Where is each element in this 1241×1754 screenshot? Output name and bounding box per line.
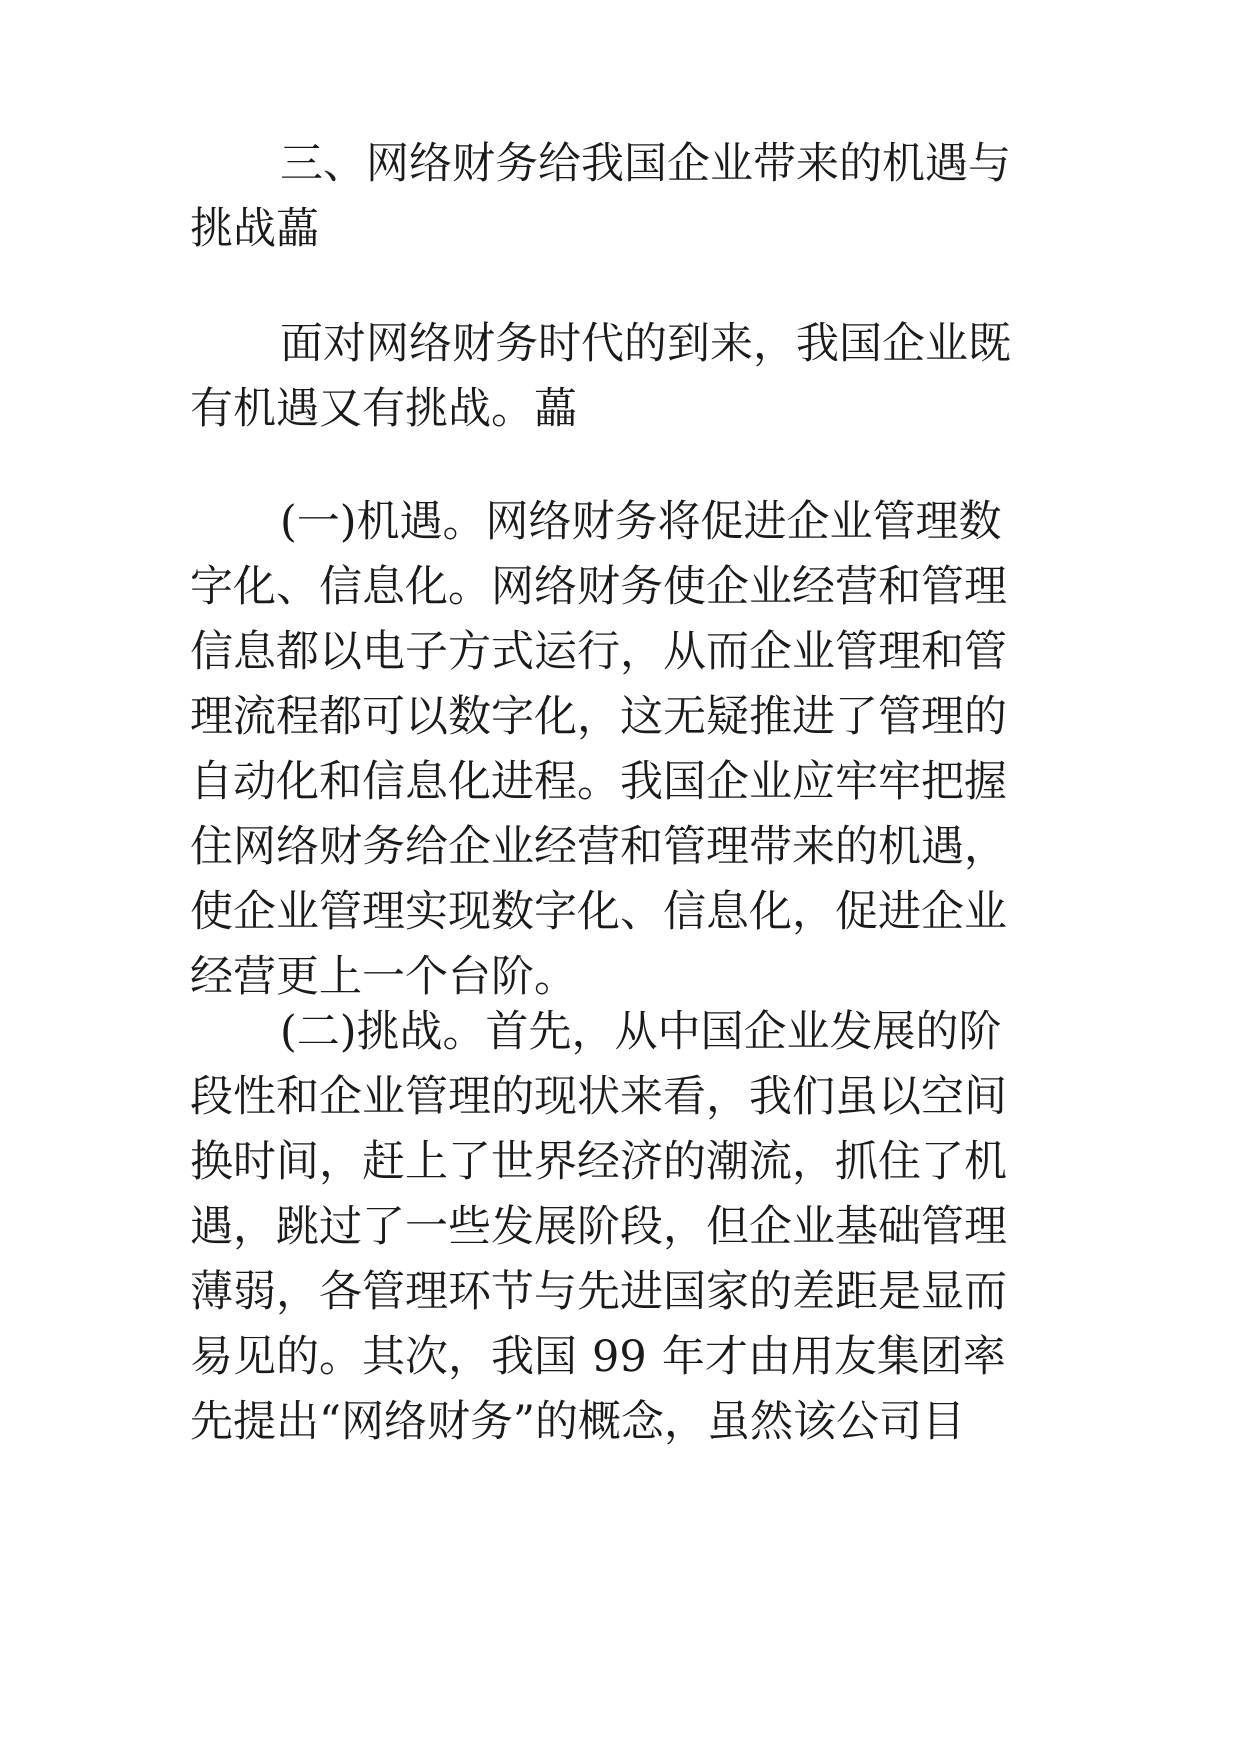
paragraph-line: 理流程都可以数字化，这无疑推进了管理的 (190, 692, 1007, 742)
challenge-paragraph (190, 1000, 1050, 1455)
paragraph-line: 住网络财务给企业经营和管理带来的机遇， (190, 822, 1007, 872)
paragraph-line: 段性和企业管理的现状来看，我们虽以空间 (190, 1072, 1007, 1122)
paragraph-line: 信息都以电子方式运行，从而企业管理和管 (190, 627, 1007, 677)
paragraph-line: (二)挑战。首先，从中国企业发展的阶 (280, 1007, 1002, 1057)
heading-line: 三、网络财务给我国企业带来的机遇与 (280, 139, 1011, 189)
paragraph-line: 使企业管理实现数字化、信息化，促进企业 (190, 887, 1007, 937)
intro-paragraph (190, 312, 1050, 442)
year-number: 99 (592, 1332, 647, 1382)
heading-line: 挑战藟 (190, 204, 319, 254)
line-text: 年 (661, 1332, 705, 1382)
paragraph-line: 先提出“网络财务”的概念，虽然该公司目 (190, 1397, 965, 1447)
paragraph-line: 自动化和信息化进程。我国企业应牢牢把握 (190, 757, 1007, 807)
paragraph-line: 遇，跳过了一些发展阶段，但企业基础管理 (190, 1202, 1007, 1252)
paragraph-line (190, 1325, 1050, 1390)
paragraph-line: 经营更上一个台阶。 (190, 952, 577, 1002)
paragraph-line: 换时间，赶上了世界经济的潮流，抓住了机 (190, 1137, 1007, 1187)
paragraph-line: 字化、信息化。网络财务使企业经营和管理 (190, 562, 1007, 612)
opportunity-paragraph (190, 490, 1050, 1010)
paragraph-line: (一)机遇。网络财务将促进企业管理数 (280, 497, 1002, 547)
section-heading (190, 132, 1050, 262)
paragraph-line: 面对网络财务时代的到来，我国企业既 (280, 319, 1011, 369)
line-text: 易见的。其次，我国 (190, 1332, 577, 1382)
line-text: 才由用友集团率 (704, 1332, 1006, 1382)
paragraph-line: 薄弱，各管理环节与先进国家的差距是显而 (190, 1267, 1007, 1317)
paragraph-line: 有机遇又有挑战。藟 (190, 384, 577, 434)
